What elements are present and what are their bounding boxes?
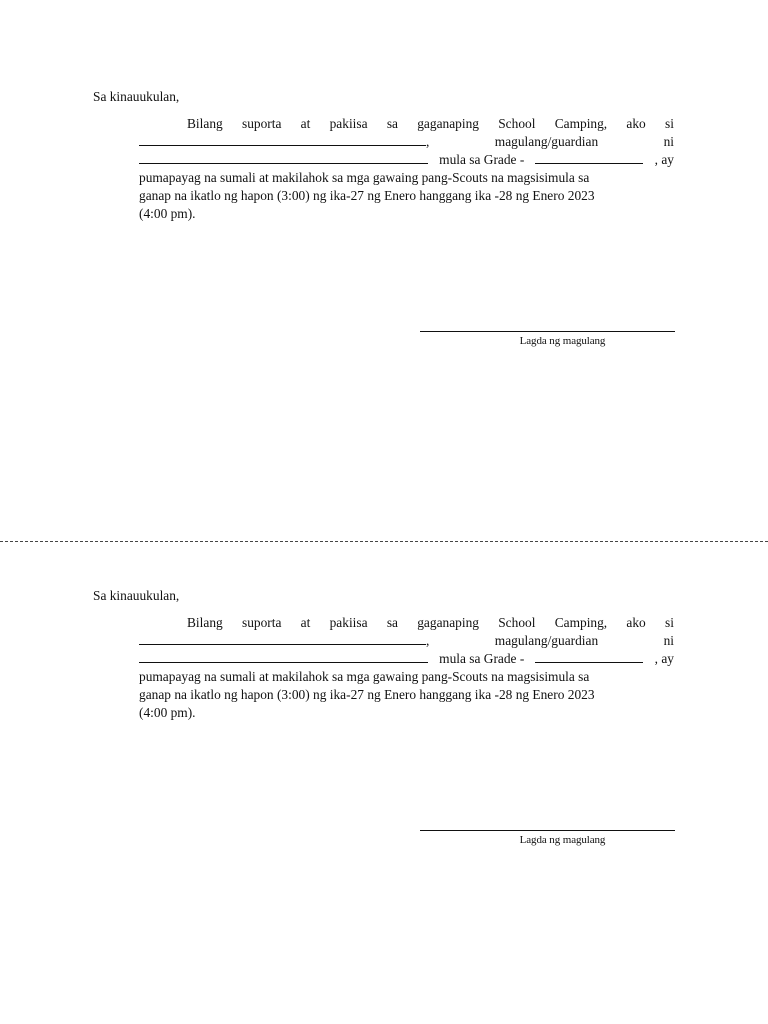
word: sa xyxy=(386,615,398,630)
line-3-end: , ay xyxy=(654,651,674,666)
signature-line[interactable] xyxy=(420,830,675,831)
body-line-4: pumapayag na sumali at makilahok sa mga gawaing pang-Scouts na magsisimula sa xyxy=(139,669,590,684)
signature-label: Lagda ng magulang xyxy=(519,335,606,347)
signature-label-wrap xyxy=(420,834,675,846)
parent-name-blank[interactable] xyxy=(139,632,426,645)
grade-label: mula sa Grade - xyxy=(439,152,525,167)
body-line-6: (4:00 pm). xyxy=(139,705,196,720)
body-line-6: (4:00 pm). xyxy=(139,206,196,221)
word: at xyxy=(300,116,311,131)
student-name-blank[interactable] xyxy=(139,151,428,164)
body-line-2 xyxy=(139,133,674,151)
word: pakiisa xyxy=(329,116,368,131)
role-text: magulang/guardian xyxy=(494,633,599,648)
word: Bilang xyxy=(187,615,223,630)
body-line-1 xyxy=(139,115,674,133)
word: School xyxy=(498,615,536,630)
body-line-4: pumapayag na sumali at makilahok sa mga gawaing pang-Scouts na magsisimula sa xyxy=(139,170,590,185)
grade-blank[interactable] xyxy=(535,650,643,663)
word: si xyxy=(665,615,674,630)
role-text: magulang/guardian xyxy=(494,134,599,149)
parent-name-blank[interactable] xyxy=(139,133,426,146)
word: gaganaping xyxy=(417,615,479,630)
ni-text: ni xyxy=(663,134,674,149)
word: suporta xyxy=(241,615,282,630)
word: gaganaping xyxy=(417,116,479,131)
body-line-2 xyxy=(139,632,674,650)
salutation: Sa kinauukulan, xyxy=(93,588,180,603)
ni-text: ni xyxy=(663,633,674,648)
signature-line[interactable] xyxy=(420,331,675,332)
grade-label: mula sa Grade - xyxy=(439,651,525,666)
comma: , xyxy=(426,134,430,149)
word: ako xyxy=(626,116,646,131)
body-line-5: ganap na ikatlo ng hapon (3:00) ng ika-27 ng Enero hanggang ika -28 ng Enero 2023 xyxy=(139,188,595,203)
word: suporta xyxy=(241,116,282,131)
signature-label-wrap xyxy=(420,335,675,347)
body-line-5: ganap na ikatlo ng hapon (3:00) ng ika-27 ng Enero hanggang ika -28 ng Enero 2023 xyxy=(139,687,595,702)
line-3-end: , ay xyxy=(654,152,674,167)
word: Camping, xyxy=(554,116,608,131)
word: Bilang xyxy=(187,116,223,131)
body-line-3 xyxy=(139,650,674,668)
body-line-1 xyxy=(139,614,674,632)
word: School xyxy=(498,116,536,131)
word: Camping, xyxy=(554,615,608,630)
word: at xyxy=(300,615,311,630)
signature-label: Lagda ng magulang xyxy=(519,834,606,846)
student-name-blank[interactable] xyxy=(139,650,428,663)
cut-line-divider xyxy=(0,541,768,542)
comma: , xyxy=(426,633,430,648)
word: si xyxy=(665,116,674,131)
word: ako xyxy=(626,615,646,630)
word: sa xyxy=(386,116,398,131)
salutation: Sa kinauukulan, xyxy=(93,89,180,104)
grade-blank[interactable] xyxy=(535,151,643,164)
word: pakiisa xyxy=(329,615,368,630)
body-line-3 xyxy=(139,151,674,169)
